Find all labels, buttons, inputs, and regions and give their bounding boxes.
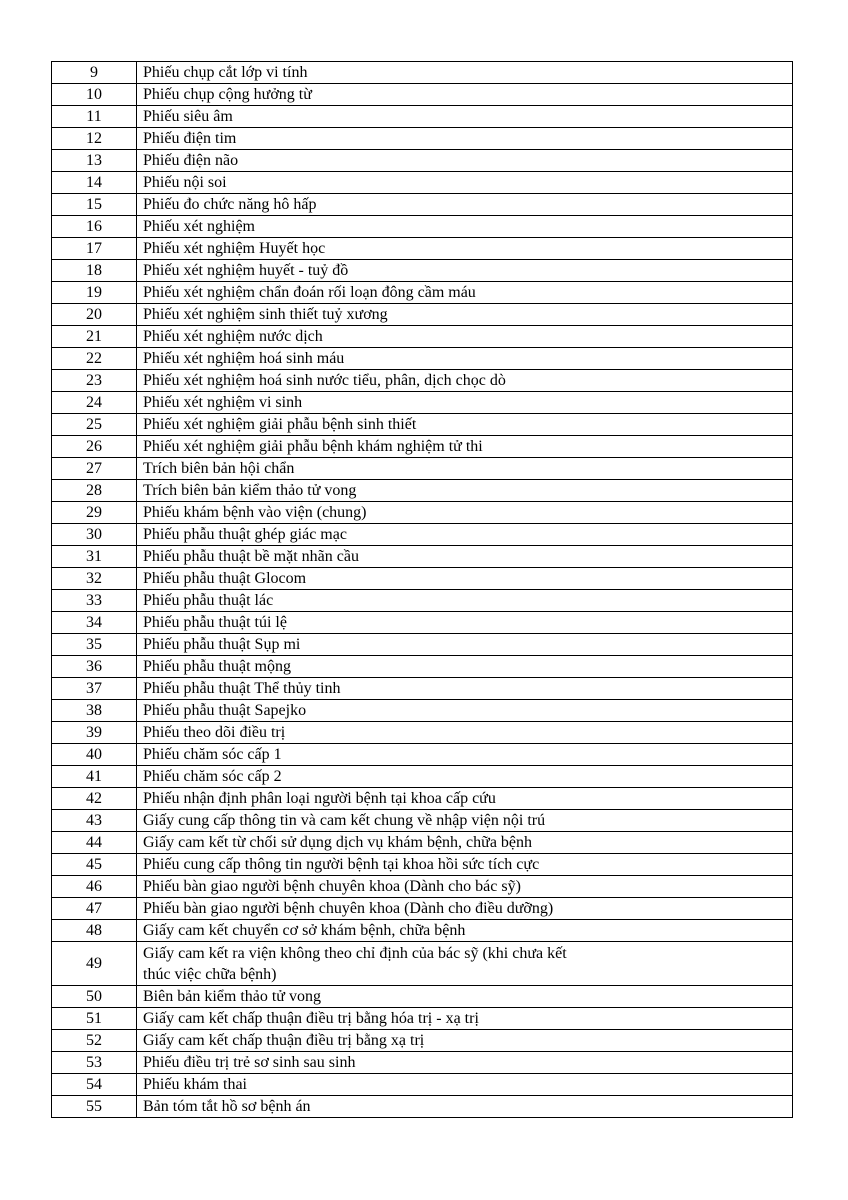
row-number: 55	[52, 1096, 137, 1118]
row-number: 51	[52, 1008, 137, 1030]
row-number: 26	[52, 436, 137, 458]
form-name: Giấy cam kết từ chối sử dụng dịch vụ khám bệnh, chữa bệnh	[137, 832, 793, 854]
form-name: Phiếu bàn giao người bệnh chuyên khoa (Dành cho điều dưỡng)	[137, 898, 793, 920]
table-row	[52, 458, 793, 480]
form-name: Giấy cam kết ra viện không theo chỉ định của bác sỹ (khi chưa kết thúc việc chữa bệnh)	[137, 942, 793, 986]
table-row	[52, 546, 793, 568]
form-name: Phiếu xét nghiệm Huyết học	[137, 238, 793, 260]
form-name: Phiếu nhận định phân loại người bệnh tại khoa cấp cứu	[137, 788, 793, 810]
form-name: Phiếu xét nghiệm giải phẫu bệnh khám nghiệm tử thi	[137, 436, 793, 458]
table-row	[52, 942, 793, 986]
form-name: Phiếu xét nghiệm vi sinh	[137, 392, 793, 414]
table-row	[52, 172, 793, 194]
row-number: 33	[52, 590, 137, 612]
table-row	[52, 986, 793, 1008]
form-name: Phiếu bàn giao người bệnh chuyên khoa (Dành cho bác sỹ)	[137, 876, 793, 898]
table-row	[52, 1008, 793, 1030]
row-number: 45	[52, 854, 137, 876]
table-row	[52, 1030, 793, 1052]
table-row	[52, 722, 793, 744]
table-row	[52, 1074, 793, 1096]
forms-list-table	[51, 61, 793, 1118]
row-number: 38	[52, 700, 137, 722]
form-name: Trích biên bản kiểm thảo tử vong	[137, 480, 793, 502]
row-number: 37	[52, 678, 137, 700]
table-row	[52, 150, 793, 172]
form-name: Phiếu chăm sóc cấp 1	[137, 744, 793, 766]
table-row	[52, 1096, 793, 1118]
row-number: 44	[52, 832, 137, 854]
table-row	[52, 854, 793, 876]
form-name: Giấy cung cấp thông tin và cam kết chung về nhập viện nội trú	[137, 810, 793, 832]
row-number: 13	[52, 150, 137, 172]
table-row	[52, 832, 793, 854]
table-row	[52, 810, 793, 832]
table-row	[52, 480, 793, 502]
form-name: Phiếu phẫu thuật ghép giác mạc	[137, 524, 793, 546]
row-number: 16	[52, 216, 137, 238]
form-name: Phiếu xét nghiệm hoá sinh máu	[137, 348, 793, 370]
table-row	[52, 106, 793, 128]
form-name: Phiếu xét nghiệm hoá sinh nước tiểu, phân, dịch chọc dò	[137, 370, 793, 392]
row-number: 21	[52, 326, 137, 348]
form-name: Phiếu xét nghiệm	[137, 216, 793, 238]
form-name: Phiếu nội soi	[137, 172, 793, 194]
form-name: Phiếu chụp cộng hưởng từ	[137, 84, 793, 106]
row-number: 18	[52, 260, 137, 282]
row-number: 9	[52, 62, 137, 84]
form-name: Phiếu xét nghiệm nước dịch	[137, 326, 793, 348]
row-number: 20	[52, 304, 137, 326]
row-number: 30	[52, 524, 137, 546]
row-number: 31	[52, 546, 137, 568]
row-number: 54	[52, 1074, 137, 1096]
table-row	[52, 656, 793, 678]
row-number: 39	[52, 722, 137, 744]
form-name: Phiếu khám bệnh vào viện (chung)	[137, 502, 793, 524]
table-row	[52, 370, 793, 392]
row-number: 28	[52, 480, 137, 502]
form-name: Phiếu siêu âm	[137, 106, 793, 128]
form-name: Biên bản kiểm thảo tử vong	[137, 986, 793, 1008]
table-row	[52, 1052, 793, 1074]
table-row	[52, 744, 793, 766]
form-name: Phiếu phẫu thuật mộng	[137, 656, 793, 678]
row-number: 50	[52, 986, 137, 1008]
row-number: 36	[52, 656, 137, 678]
form-name: Bản tóm tắt hồ sơ bệnh án	[137, 1096, 793, 1118]
table-row	[52, 634, 793, 656]
form-name: Giấy cam kết chấp thuận điều trị bằng hóa trị - xạ trị	[137, 1008, 793, 1030]
row-number: 22	[52, 348, 137, 370]
row-number: 40	[52, 744, 137, 766]
table-row	[52, 590, 793, 612]
row-number: 17	[52, 238, 137, 260]
table-row	[52, 920, 793, 942]
row-number: 25	[52, 414, 137, 436]
table-row	[52, 700, 793, 722]
form-name: Phiếu cung cấp thông tin người bệnh tại khoa hồi sức tích cực	[137, 854, 793, 876]
form-name: Phiếu xét nghiệm huyết - tuỷ đồ	[137, 260, 793, 282]
table-row	[52, 898, 793, 920]
table-row	[52, 216, 793, 238]
row-number: 53	[52, 1052, 137, 1074]
row-number: 41	[52, 766, 137, 788]
form-name: Phiếu xét nghiệm giải phẫu bệnh sinh thiết	[137, 414, 793, 436]
table-row	[52, 568, 793, 590]
row-number: 46	[52, 876, 137, 898]
row-number: 32	[52, 568, 137, 590]
table-row	[52, 524, 793, 546]
form-name: Phiếu theo dõi điều trị	[137, 722, 793, 744]
table-row	[52, 194, 793, 216]
form-name: Phiếu phẫu thuật túi lệ	[137, 612, 793, 634]
row-number: 49	[52, 942, 137, 986]
table-row	[52, 348, 793, 370]
table-row	[52, 392, 793, 414]
table-row	[52, 304, 793, 326]
table-row	[52, 84, 793, 106]
table-row	[52, 414, 793, 436]
table-row	[52, 788, 793, 810]
form-name: Phiếu xét nghiệm sinh thiết tuỷ xương	[137, 304, 793, 326]
row-number: 12	[52, 128, 137, 150]
row-number: 35	[52, 634, 137, 656]
table-row	[52, 128, 793, 150]
form-name: Phiếu phẫu thuật bề mặt nhãn cầu	[137, 546, 793, 568]
row-number: 14	[52, 172, 137, 194]
table-row	[52, 612, 793, 634]
table-row	[52, 502, 793, 524]
table-row	[52, 326, 793, 348]
row-number: 29	[52, 502, 137, 524]
row-number: 48	[52, 920, 137, 942]
form-name: Phiếu phẫu thuật Thể thủy tinh	[137, 678, 793, 700]
form-name: Phiếu điều trị trẻ sơ sinh sau sinh	[137, 1052, 793, 1074]
row-number: 27	[52, 458, 137, 480]
form-name: Giấy cam kết chuyển cơ sở khám bệnh, chữa bệnh	[137, 920, 793, 942]
forms-list-table-body	[52, 62, 793, 1118]
table-row	[52, 436, 793, 458]
form-name: Giấy cam kết chấp thuận điều trị bằng xạ trị	[137, 1030, 793, 1052]
form-name: Phiếu phẫu thuật Glocom	[137, 568, 793, 590]
table-row	[52, 260, 793, 282]
form-name: Phiếu khám thai	[137, 1074, 793, 1096]
form-name: Phiếu điện não	[137, 150, 793, 172]
table-row	[52, 678, 793, 700]
row-number: 10	[52, 84, 137, 106]
row-number: 34	[52, 612, 137, 634]
form-name: Phiếu phẫu thuật Sapejko	[137, 700, 793, 722]
form-name: Phiếu xét nghiệm chẩn đoán rối loạn đông cầm máu	[137, 282, 793, 304]
form-name: Phiếu đo chức năng hô hấp	[137, 194, 793, 216]
form-name: Phiếu chụp cắt lớp vi tính	[137, 62, 793, 84]
form-name: Phiếu phẫu thuật Sụp mi	[137, 634, 793, 656]
table-row	[52, 876, 793, 898]
row-number: 15	[52, 194, 137, 216]
table-row	[52, 282, 793, 304]
row-number: 42	[52, 788, 137, 810]
form-name: Phiếu chăm sóc cấp 2	[137, 766, 793, 788]
form-name: Phiếu điện tim	[137, 128, 793, 150]
table-row	[52, 62, 793, 84]
row-number: 47	[52, 898, 137, 920]
row-number: 11	[52, 106, 137, 128]
table-row	[52, 766, 793, 788]
form-name: Trích biên bản hội chẩn	[137, 458, 793, 480]
row-number: 52	[52, 1030, 137, 1052]
row-number: 43	[52, 810, 137, 832]
row-number: 19	[52, 282, 137, 304]
table-row	[52, 238, 793, 260]
row-number: 23	[52, 370, 137, 392]
row-number: 24	[52, 392, 137, 414]
form-name: Phiếu phẫu thuật lác	[137, 590, 793, 612]
